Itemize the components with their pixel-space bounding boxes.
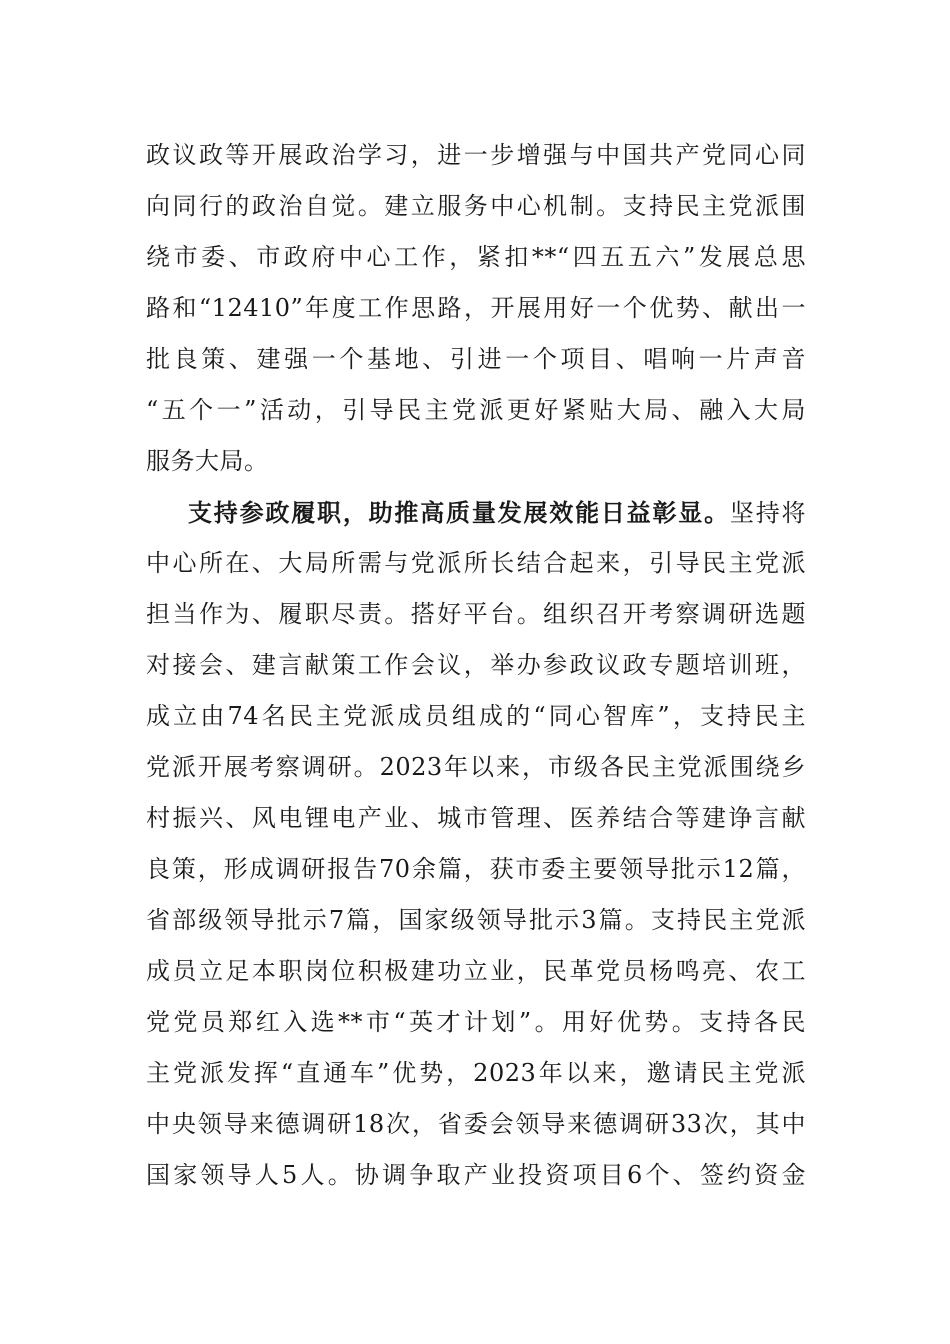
text-line: 省部级领导批示7篇，国家级领导批示3篇。支持民主党派	[146, 906, 806, 934]
text-line: 批良策、建强一个基地、引进一个项目、唱响一片声音	[146, 345, 806, 373]
text-line: 中心所在、大局所需与党派所长结合起来，引导民主党派	[146, 549, 806, 577]
text-line: 成立由74名民主党派成员组成的“同心智库”，支持民主	[146, 702, 806, 730]
text-line: 绕市委、市政府中心工作，紧扣**“四五五六”发展总思	[146, 243, 806, 271]
paragraph-heading: 支持参政履职，助推高质量发展效能日益彰显。	[188, 498, 730, 527]
text-line: 村振兴、风电锂电产业、城市管理、医养结合等建诤言献	[146, 804, 806, 832]
text-line: 担当作为、履职尽责。搭好平台。组织召开考察调研选题	[146, 600, 806, 628]
text-line: 党党员郑红入选**市“英才计划”。用好优势。支持各民	[146, 1008, 806, 1036]
text-run: 坚持将	[729, 499, 806, 527]
text-line: 国家领导人5人。协调争取产业投资项目6个、签约资金	[146, 1161, 806, 1189]
text-line: 党派开展考察调研。2023年以来，市级各民主党派围绕乡	[146, 753, 806, 781]
text-line: 路和“12410”年度工作思路，开展用好一个优势、献出一	[146, 294, 806, 322]
text-line: 成员立足本职岗位积极建功立业，民革党员杨鸣亮、农工	[146, 957, 806, 985]
text-line: 服务大局。	[146, 447, 269, 475]
text-line: 向同行的政治自觉。建立服务中心机制。支持民主党派围	[146, 192, 806, 220]
paragraph-1	[146, 130, 806, 487]
paragraph-first-line	[146, 487, 806, 538]
text-line: 中央领导来德调研18次，省委会领导来德调研33次，其中	[146, 1110, 806, 1138]
text-line: 对接会、建言献策工作会议，举办参政议政专题培训班，	[146, 651, 806, 679]
text-line: 政议政等开展政治学习，进一步增强与中国共产党同心同	[146, 141, 806, 169]
text-line: 良策，形成调研报告70余篇，获市委主要领导批示12篇，	[146, 855, 806, 883]
text-line: “五个一”活动，引导民主党派更好紧贴大局、融入大局	[146, 396, 806, 424]
paragraph-2	[146, 487, 806, 1201]
text-line: 主党派发挥“直通车”优势，2023年以来，邀请民主党派	[146, 1059, 806, 1087]
